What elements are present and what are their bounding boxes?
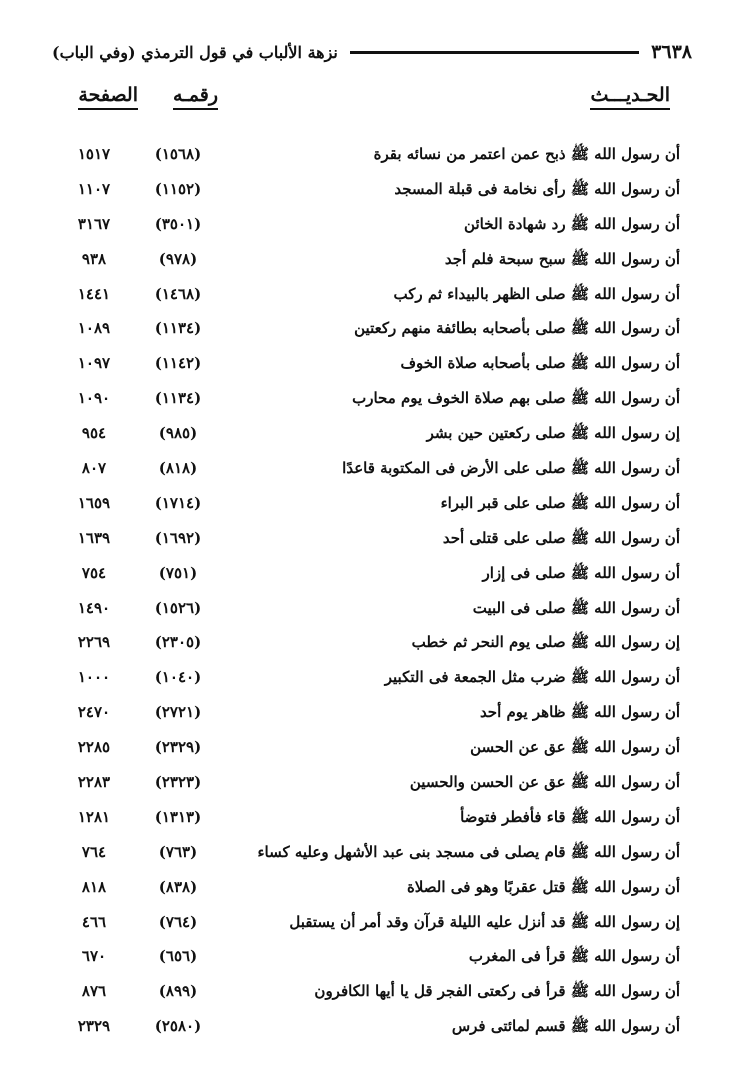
hadith-number: (١٥٢٦) [154,598,202,617]
hadith-text: أن رسول الله ﷺ ضرب مثل الجمعة فى التكبير [384,668,680,687]
page-ref: ٢٢٨٥ [77,738,111,757]
table-row [0,628,756,663]
hadith-number: (٢٣٢٩) [154,738,202,757]
table-row [0,1012,756,1047]
hadith-text: أن رسول الله ﷺ سبح سبحة فلم أجد [444,249,680,268]
hadith-text: أن رسول الله ﷺ صلى فى البيت [472,598,680,617]
table-row [0,698,756,733]
hadith-number: (١٦٩٢) [154,528,202,547]
table-row [0,838,756,873]
page-ref: ١٥١٧ [77,145,111,163]
table-row [0,175,756,210]
page-ref: ٧٥٤ [81,563,107,582]
table-row [0,280,756,315]
page-ref: ١٠٨٩ [77,319,111,338]
page-ref: ٨٧٦ [81,982,107,1001]
hadith-text: أن رسول الله ﷺ صلى بأصحابه بطائفة منهم ركعتين [354,319,680,338]
table-row [0,419,756,454]
table-row [0,977,756,1012]
hadith-number: (١١٣٤) [154,319,202,338]
header-rule [350,51,639,54]
hadith-number: (١٧١٤) [154,493,202,512]
table-row [0,349,756,384]
hadith-text: أن رسول الله ﷺ صلى على قتلى أحد [442,528,680,547]
column-headers [60,84,670,114]
hadith-number: (٧٥١) [158,563,198,582]
hadith-number: (١٣١٣) [154,807,202,826]
page-ref: ١٤٩٠ [77,598,111,617]
page-number: ٣٦٣٨ [651,41,692,63]
page-ref: ٨١٨ [81,877,107,896]
hadith-text: أن رسول الله ﷺ قرأ فى المغرب [468,947,680,966]
page-ref: ١٦٣٩ [77,528,111,547]
hadith-text: أن رسول الله ﷺ عق عن الحسن [470,738,680,757]
hadith-number: (٩٧٨) [158,249,198,268]
table-row [0,489,756,524]
hadith-text: أن رسول الله ﷺ ذبح عمن اعتمر من نسائه بقرة [373,145,680,163]
table-row [0,559,756,594]
table-row [0,733,756,768]
table-row [0,454,756,489]
hadith-text: إن رسول الله ﷺ صلى يوم النحر ثم خطب [411,633,680,652]
hadith-number: (٢٧٢١) [154,703,202,722]
hadith-text: أن رسول الله ﷺ قام يصلى فى مسجد بنى عبد الأشهل وعليه كساء [257,842,680,861]
table-row [0,314,756,349]
hadith-text: إن رسول الله ﷺ صلى ركعتين حين بشر [426,424,680,443]
page-ref: ٩٣٨ [81,249,107,268]
hadith-number: (٣٥٠١) [154,214,202,233]
hadith-number: (٢٥٨٠) [154,1017,202,1036]
page-ref: ١١٠٧ [77,179,111,198]
page-ref: ١٤٤١ [77,284,111,303]
hadith-text: أن رسول الله ﷺ صلى على الأرض فى المكتوبة قاعدًا [342,459,680,478]
page-ref: ٩٥٤ [81,424,107,443]
column-header-number: رقمـه [173,84,218,110]
hadith-text: أن رسول الله ﷺ رد شهادة الخائن [464,214,680,233]
table-row [0,140,756,175]
hadith-text: أن رسول الله ﷺ ظاهر يوم أحد [479,703,680,722]
hadith-text: أن رسول الله ﷺ صلى فى إزار [482,563,680,582]
page-ref: ٣١٦٧ [77,214,111,233]
table-row [0,245,756,280]
running-header [52,38,692,66]
hadith-number: (١١٥٢) [154,179,202,198]
hadith-number: (٢٣٠٥) [154,633,202,652]
page-ref: ١٢٨١ [77,807,111,826]
hadith-text: إن رسول الله ﷺ قد أنزل عليه الليلة قرآن وقد أمر أن يستقبل [289,912,680,931]
column-header-hadith: الحـديـــث [590,84,670,110]
hadith-text: أن رسول الله ﷺ صلى بهم صلاة الخوف يوم محارب [352,389,680,408]
table-row [0,908,756,943]
page-ref: ١٠٩٧ [77,354,111,373]
hadith-number: (١٤٦٨) [154,284,202,303]
hadith-number: (١١٣٤) [154,389,202,408]
hadith-text: أن رسول الله ﷺ صلى الظهر بالبيداء ثم ركب [393,284,680,303]
hadith-number: (١٥٦٨) [154,145,202,163]
table-row [0,803,756,838]
table-row [0,384,756,419]
column-header-page: الصفحة [78,84,138,110]
hadith-text: أن رسول الله ﷺ قسم لمائتى فرس [451,1017,680,1036]
page-ref: ٢٤٧٠ [77,703,111,722]
hadith-number: (٢٣٢٣) [154,773,202,792]
table-row [0,942,756,977]
hadith-text: أن رسول الله ﷺ قرأ فى ركعتى الفجر قل يا أيها الكافرون [314,982,680,1001]
hadith-number: (٨١٨) [158,459,198,478]
hadith-number: (٧٦٤) [158,912,198,931]
page-ref: ٧٦٤ [81,842,107,861]
page-ref: ١٦٥٩ [77,493,111,512]
hadith-number: (٦٥٦) [158,947,198,966]
page-ref: ١٠٩٠ [77,389,111,408]
hadith-text: أن رسول الله ﷺ قاء فأفطر فتوضأ [460,807,680,826]
book-title: نزهة الألباب في قول الترمذي (وفي الباب) [52,42,338,62]
table-row [0,768,756,803]
table-row [0,663,756,698]
hadith-number: (١١٤٢) [154,354,202,373]
hadith-text: أن رسول الله ﷺ رأى نخامة فى قبلة المسجد [394,179,680,198]
hadith-text: أن رسول الله ﷺ قتل عقربًا وهو فى الصلاة [406,877,680,896]
page-ref: ١٠٠٠ [77,668,111,687]
index-table [0,140,756,1047]
page-ref: ٢٢٨٣ [77,773,111,792]
hadith-text: أن رسول الله ﷺ عق عن الحسن والحسين [409,773,680,792]
page-ref: ٢٢٦٩ [77,633,111,652]
table-row [0,594,756,629]
hadith-number: (٧٦٣) [158,842,198,861]
hadith-text: أن رسول الله ﷺ صلى بأصحابه صلاة الخوف [400,354,680,373]
hadith-number: (٩٨٥) [158,424,198,443]
table-row [0,873,756,908]
hadith-number: (٨٩٩) [158,982,198,1001]
page-ref: ٤٦٦ [81,912,107,931]
hadith-number: (١٠٤٠) [154,668,202,687]
page-ref: ٨٠٧ [81,459,107,478]
hadith-number: (٨٣٨) [158,877,198,896]
table-row [0,210,756,245]
page-ref: ٢٣٢٩ [77,1017,111,1036]
table-row [0,524,756,559]
page-ref: ٦٧٠ [81,947,107,966]
hadith-text: أن رسول الله ﷺ صلى على قبر البراء [440,493,680,512]
